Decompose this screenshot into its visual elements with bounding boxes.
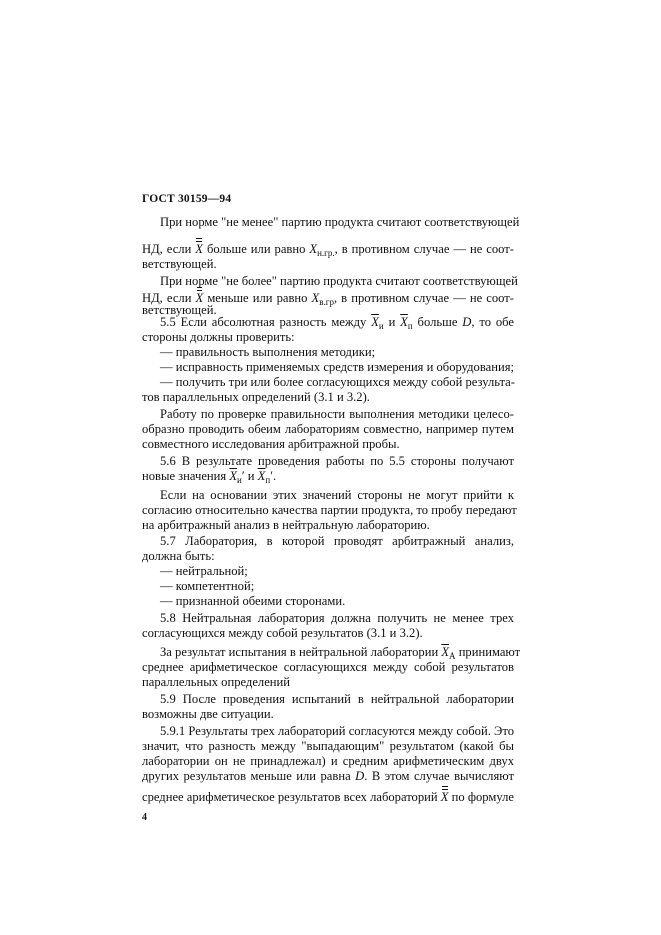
paragraph-line: ветствующей.: [142, 303, 217, 317]
paragraph-line: согласующихся между собой результатов (3.1 и 3.2).: [142, 626, 423, 640]
list-item: — исправность применяемых средств измерения и оборудования;: [160, 360, 514, 374]
paragraph-line: Если на основании этих значений стороны не могут прийти к: [160, 488, 514, 502]
paragraph-line: на арбитражный анализ в нейтральную лабораторию.: [142, 518, 430, 532]
paragraph-line: НД, если X больше или равно $X_{н.гр.}$, в противном случае — не соот-: [142, 242, 514, 258]
page-number: 4: [142, 812, 147, 823]
symbol-x-triple-bar: X: [440, 790, 449, 804]
paragraph-line: При норме "не менее" партию продукта считают соответствующей: [160, 215, 520, 229]
paragraph-line: образно проводить обеим лабораториям совместно, например путем: [142, 422, 514, 436]
paragraph-line: 5.6 В результате проведения работы по 5.5 стороны получают: [160, 454, 514, 468]
paragraph-line: 5.9 После проведения испытаний в нейтральной лаборатории: [160, 692, 514, 706]
paragraph-line: других результатов меньше или равна D. В этом случае вычисляют: [142, 769, 514, 783]
paragraph-line: 5.9.1 Результаты трех лабораторий согласуются между собой. Это: [160, 724, 514, 738]
list-item: — компетентной;: [160, 579, 255, 593]
paragraph-line: совместного исследования арбитражной пробы.: [142, 437, 400, 451]
symbol-x-double-bar: X: [195, 291, 204, 305]
document-header: ГОСТ 30159—94: [142, 193, 232, 205]
paragraph-line: параллельных определений: [142, 675, 291, 689]
paragraph-line: лаборатории он не принадлежал) и средним арифметическим двух: [142, 754, 514, 768]
paragraph-line: 5.5 Если абсолютная разность между $\overline{X}_и$ и $\overline{X}_п$ больше D, то обе: [160, 315, 514, 331]
list-item: — нейтральной;: [160, 564, 248, 578]
paragraph-line: 5.8 Нейтральная лаборатория должна получить не менее трех: [160, 611, 514, 625]
paragraph-line: 5.7 Лаборатория, в которой проводят арбитражный анализ,: [160, 534, 514, 548]
paragraph-line: среднее арифметическое результатов всех лабораторий X по формуле: [142, 790, 515, 804]
paragraph-line: возможны две ситуации.: [142, 707, 274, 721]
paragraph-line: значит, что разность между "выпадающим" результатом (какой бы: [142, 739, 514, 753]
paragraph-line: ветствующей.: [142, 257, 217, 271]
paragraph-line: должна быть:: [142, 549, 215, 563]
paragraph-line: новые значения $\overline{X}_и'$ и $\overline{X}_п'$.: [142, 469, 277, 485]
paragraph-line: стороны должны проверить:: [142, 330, 295, 344]
paragraph-line: тов параллельных определений (3.1 и 3.2).: [142, 390, 370, 404]
paragraph-line: НД, если X меньше или равно $X_{в.гр}$, в противном случае — не соот-: [142, 291, 515, 307]
paragraph-line: согласию относительно качества партии продукта, то пробу передают: [142, 503, 517, 517]
paragraph-line: За результат испытания в нейтральной лаборатории $\overline{X}_А$ принимают: [160, 645, 521, 661]
list-item: — признанной обеими сторонами.: [160, 594, 346, 608]
paragraph-line: среднее арифметическое согласующихся между собой результатов: [142, 660, 514, 674]
list-item: — правильность выполнения методики;: [160, 345, 376, 359]
list-item: — получить три или более согласующихся между собой результа-: [160, 375, 515, 389]
paragraph-line: Работу по проверке правильности выполнения методики целесо-: [160, 407, 514, 421]
paragraph-line: При норме "не более" партию продукта считают соответствующей: [160, 274, 518, 288]
symbol-x-double-bar: X: [195, 242, 203, 256]
